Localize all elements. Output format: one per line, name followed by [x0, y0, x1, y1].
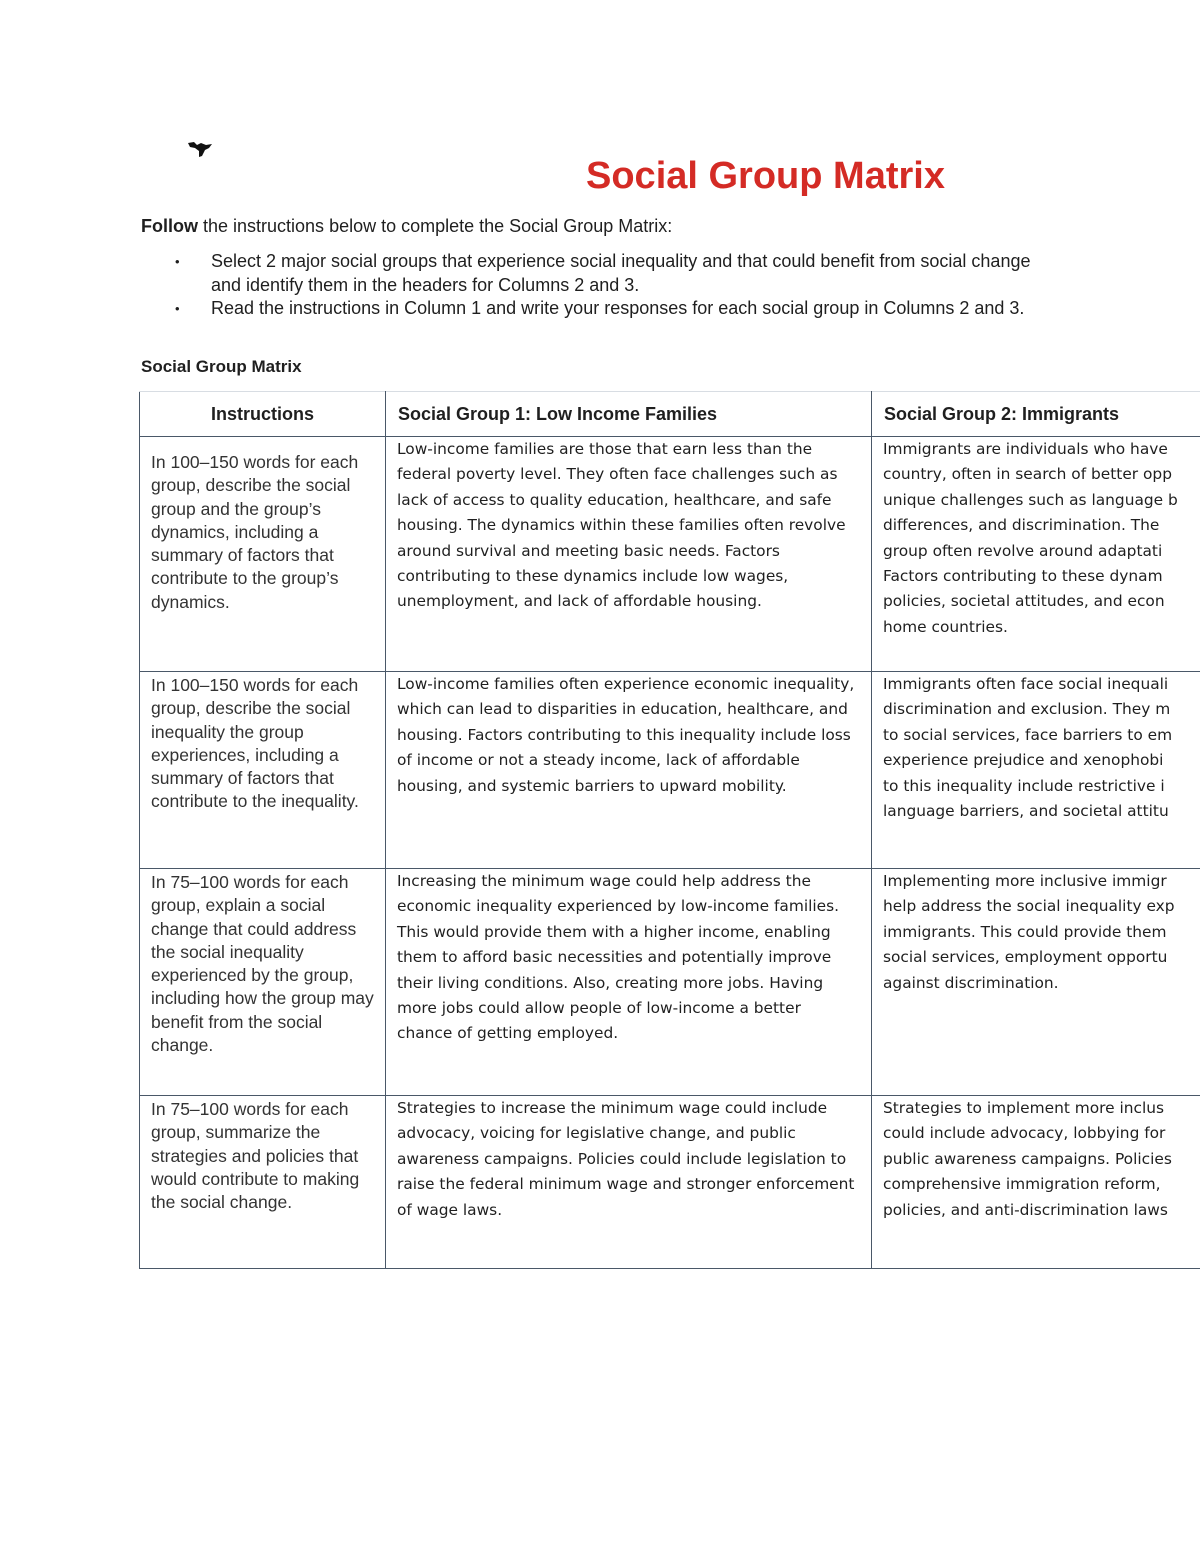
list-item-text: Read the instructions in Column 1 and write your responses for each social group in Columns 2 and 3.: [211, 298, 1025, 318]
intro-rest: the instructions below to complete the Social Group Matrix:: [198, 216, 673, 236]
response-line: to this inequality include restrictive i: [883, 776, 1165, 795]
response-line: comprehensive immigration reform,: [883, 1175, 1161, 1194]
group-1-response-cell[interactable]: Strategies to increase the minimum wage could include advocacy, voicing for legislative change, and public awareness campaigns. Policies could include legislation to raise the federal minimum wage and stronger enforcement of wage laws.: [386, 1096, 872, 1269]
instruction-cell: In 75–100 words for each group, explain a social change that could address the social inequality experienced by the group, including how the group may benefit from the social change.: [140, 869, 386, 1096]
logo-mark-icon: [186, 140, 216, 160]
group-1-response-cell[interactable]: Low-income families are those that earn less than the federal poverty level. They often face challenges such as lack of access to quality education, healthcare, and safe housing. The dynamics within these families often revolve around survival and meeting basic needs. Factors contributing to these dynamics include low wages, unemployment, and lack of affordable housing.: [386, 437, 872, 672]
response-line: country, often in search of better opp: [883, 465, 1172, 484]
response-line: home countries.: [883, 617, 1008, 636]
table-row: [140, 672, 1200, 869]
response-line: against discrimination.: [883, 973, 1059, 992]
bullet-icon: •: [175, 254, 180, 269]
response-line: Factors contributing to these dynam: [883, 567, 1163, 586]
response-line: policies, societal attitudes, and econ: [883, 592, 1165, 611]
response-line: social services, employment opportu: [883, 948, 1168, 967]
group-1-response-cell[interactable]: Low-income families often experience economic inequality, which can lead to disparities in education, healthcare, and housing. Factors contributing to this inequality include loss of income or not a steady income, lack of affordable housing, and systemic barriers to upward mobility.: [386, 672, 872, 869]
social-group-matrix-table: [139, 391, 1200, 1269]
response-line: Implementing more inclusive immigr: [883, 872, 1167, 890]
response-line: policies, and anti-discrimination laws: [883, 1200, 1168, 1219]
response-line: immigrants. This could provide them: [883, 922, 1167, 941]
page-title: Social Group Matrix: [586, 155, 945, 197]
response-line: to social services, face barriers to em: [883, 725, 1173, 744]
response-line: differences, and discrimination. The: [883, 516, 1160, 535]
intro-bold: Follow: [141, 216, 198, 236]
response-line: group often revolve around adaptati: [883, 541, 1163, 560]
response-line: discrimination and exclusion. They m: [883, 700, 1171, 719]
instruction-cell: In 100–150 words for each group, describe the social group and the group’s dynamics, including a summary of factors that contribute to the group’s dynamics.: [140, 437, 386, 672]
group-2-response-cell[interactable]: [872, 437, 1200, 672]
response-line: unique challenges such as language b: [883, 490, 1178, 509]
response-line: Immigrants are individuals who have: [883, 440, 1168, 458]
response-line: could include advocacy, lobbying for: [883, 1124, 1166, 1143]
list-item-text: Select 2 major social groups that experience social inequality and that could benefit from social change and identify them in the headers for Columns 2 and 3.: [211, 251, 1031, 295]
response-line: help address the social inequality exp: [883, 897, 1175, 916]
table-row: [140, 869, 1200, 1096]
column-header-group-1: Social Group 1: Low Income Families: [386, 392, 872, 437]
table-header-row: [140, 392, 1200, 437]
response-line: Immigrants often face social inequali: [883, 675, 1169, 693]
list-item: [141, 250, 1051, 297]
list-item: [141, 297, 1051, 321]
instruction-cell: In 75–100 words for each group, summarize the strategies and policies that would contribute to making the social change.: [140, 1096, 386, 1269]
group-2-response-cell[interactable]: [872, 869, 1200, 1096]
instruction-list: [141, 250, 1051, 321]
response-line: language barriers, and societal attitu: [883, 802, 1169, 821]
bullet-icon: •: [175, 301, 180, 316]
table-row: [140, 437, 1200, 672]
section-label: Social Group Matrix: [141, 357, 302, 376]
response-line: public awareness campaigns. Policies: [883, 1149, 1172, 1168]
response-line: experience prejudice and xenophobi: [883, 751, 1164, 770]
response-line: Strategies to implement more inclus: [883, 1099, 1165, 1117]
instruction-cell: In 100–150 words for each group, describe the social inequality the group experiences, including a summary of factors that contribute to the inequality.: [140, 672, 386, 869]
table-row: [140, 1096, 1200, 1269]
column-header-instructions: Instructions: [140, 392, 386, 437]
column-header-group-2: Social Group 2: Immigrants: [872, 392, 1200, 437]
group-2-response-cell[interactable]: [872, 672, 1200, 869]
group-1-response-cell[interactable]: Increasing the minimum wage could help address the economic inequality experienced by low-income families. This would provide them with a higher income, enabling them to afford basic necessities and potentially improve their living conditions. Also, creating more jobs. Having more jobs could allow people of low-income a better chance of getting employed.: [386, 869, 872, 1096]
intro-text: [141, 216, 672, 237]
group-2-response-cell[interactable]: [872, 1096, 1200, 1269]
